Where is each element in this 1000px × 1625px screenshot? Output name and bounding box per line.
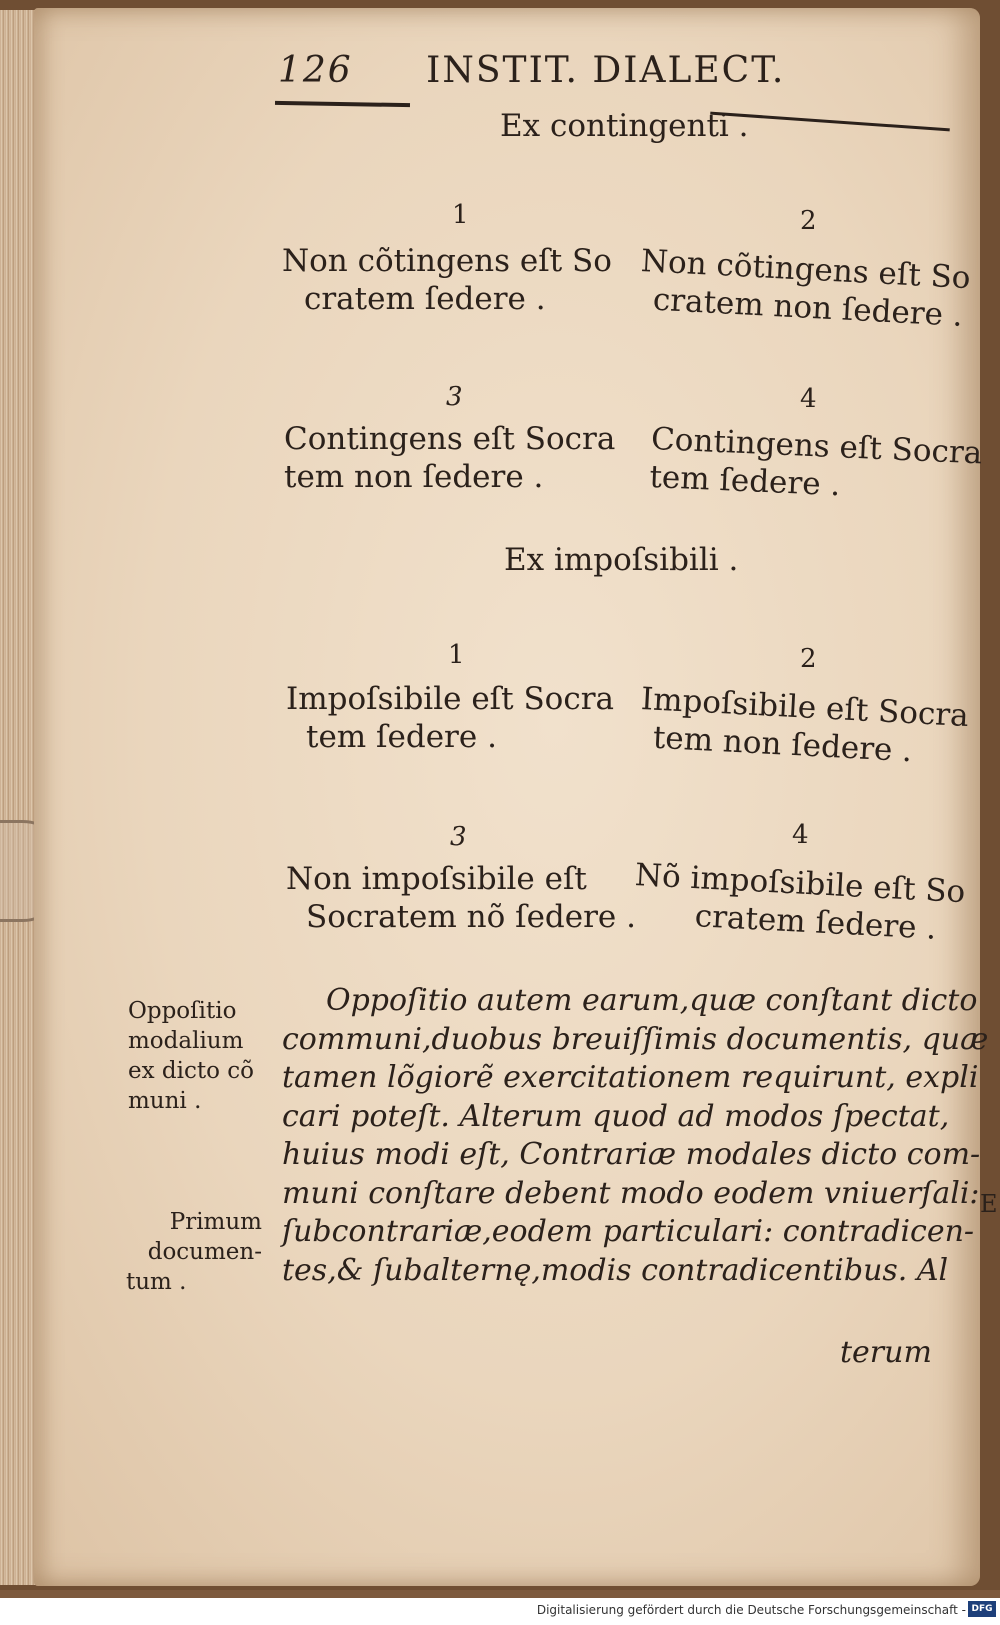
item-number: 3 (450, 822, 467, 852)
margin-note-line: muni . (128, 1088, 202, 1114)
proposition-line: tem ſedere . (648, 458, 842, 504)
proposition-line: tem non ſedere . (284, 459, 544, 495)
item-number: 3 (446, 382, 463, 412)
proposition-line: Non cõtingens eſt So (282, 243, 612, 279)
proposition-line: Contingens eſt Socra (284, 421, 616, 457)
proposition-line: tem non ſedere . (652, 719, 913, 770)
item-number: 2 (800, 644, 817, 674)
margin-note-line: tum . (126, 1269, 187, 1295)
body-paragraph (282, 982, 989, 1290)
body-line: Oppoſitio autem earum,quæ conſtant dicto (326, 983, 978, 1018)
body-line: cari poteſt. Alterum quod ad modos ſpectat, (282, 1098, 950, 1134)
proposition-line: Impoſsibile eſt Socra (286, 681, 615, 717)
proposition-line: Socratem nõ ſedere . (306, 899, 636, 935)
item-number: 4 (792, 820, 809, 850)
digitization-credit: Digitalisierung gefördert durch die Deutsche Forschungsgemeinschaft - (536, 1603, 966, 1617)
body-line: tes,& ſubalternę,modis contradicentibus. Al (282, 1252, 949, 1288)
proposition-line: cratem ſedere . (304, 281, 546, 317)
page-number: 126 (278, 50, 353, 91)
margin-note-line: Primum (169, 1209, 262, 1235)
dfg-logo-icon: DFG (968, 1601, 996, 1617)
body-line: ſubcontrariæ,eodem particulari: contradicen- (282, 1214, 975, 1249)
item-number: 2 (800, 206, 817, 236)
proposition-3 (284, 420, 615, 496)
section-title-contingenti: Ex contingenti . (500, 108, 749, 144)
running-title: INSTIT. DIALECT. (426, 50, 786, 91)
margin-note-line: documen- (147, 1239, 262, 1265)
proposition-7 (286, 860, 636, 936)
body-line: huius modi eſt, Contrariæ modales dicto com- (282, 1137, 981, 1172)
proposition-line: cratem ſedere . (693, 898, 938, 947)
book-page-edges (0, 10, 37, 1585)
body-line: muni conſtare debent modo eodem vniuerſali: (282, 1175, 980, 1211)
margin-note-line: modalium (128, 1028, 244, 1054)
item-number: 1 (448, 640, 465, 670)
margin-note-oppositio (128, 996, 254, 1116)
proposition-4 (649, 420, 983, 510)
margin-note-line: ex dicto cõ (128, 1058, 254, 1084)
body-line: tamen lõgiorẽ exercitationem requirunt, expli (282, 1060, 979, 1095)
item-number: 1 (452, 200, 469, 230)
proposition-line: cratem non ſedere . (652, 281, 964, 334)
proposition-line: Non cõtingens eſt So (640, 242, 972, 297)
running-header (278, 50, 785, 91)
signature-mark: E (980, 1190, 998, 1218)
margin-note-primum (126, 1207, 262, 1297)
proposition-line: Non impoſsibile eſt (286, 861, 587, 897)
proposition-line: tem ſedere . (306, 719, 497, 755)
proposition-line: Nõ impoſsibile eſt So (634, 856, 967, 911)
body-line: communi,duobus breuiſſimis documentis, quæ (282, 1021, 989, 1057)
margin-note-line: Oppoſitio (128, 998, 237, 1024)
proposition-1 (282, 242, 612, 318)
catchword: terum (840, 1335, 932, 1370)
proposition-line: Contingens eſt Socra (650, 420, 983, 472)
section-title-impossibili: Ex impoſsibili . (504, 542, 739, 578)
item-number: 4 (800, 384, 817, 414)
proposition-line: Impoſsibile eſt Socra (640, 680, 970, 735)
proposition-5 (286, 680, 614, 756)
